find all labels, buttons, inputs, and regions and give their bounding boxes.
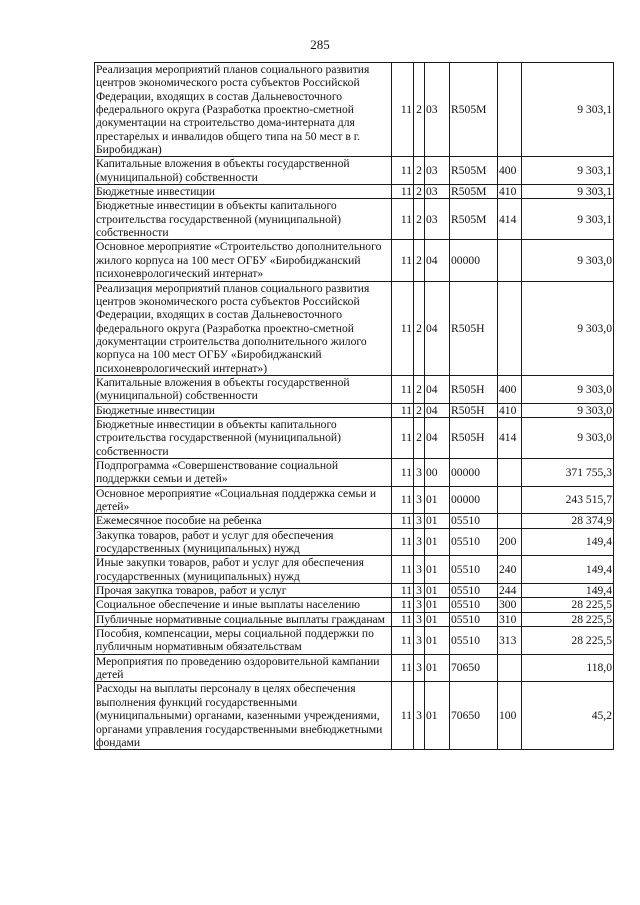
row-target-code: R505H <box>450 375 498 403</box>
row-program-code: 03 <box>425 63 450 157</box>
row-section-code: 11 <box>392 417 414 458</box>
row-section-code: 11 <box>392 199 414 240</box>
row-subsection-code: 3 <box>414 682 425 750</box>
row-amount: 9 303,0 <box>522 240 614 281</box>
row-amount: 149,4 <box>522 556 614 584</box>
row-expense-type: 414 <box>498 417 522 458</box>
row-subsection-code: 2 <box>414 375 425 403</box>
row-section-code: 11 <box>392 514 414 528</box>
table-row <box>95 458 614 486</box>
row-amount: 9 303,0 <box>522 375 614 403</box>
table-row <box>95 486 614 514</box>
row-amount: 9 303,0 <box>522 281 614 375</box>
row-section-code: 11 <box>392 584 414 598</box>
row-subsection-code: 3 <box>414 627 425 655</box>
row-subsection-code: 3 <box>414 598 425 612</box>
row-target-code: 05510 <box>450 528 498 556</box>
row-target-code: R505M <box>450 185 498 199</box>
row-expense-type: 240 <box>498 556 522 584</box>
row-subsection-code: 3 <box>414 514 425 528</box>
row-expense-type <box>498 514 522 528</box>
row-section-code: 11 <box>392 528 414 556</box>
row-subsection-code: 3 <box>414 556 425 584</box>
row-target-code: 00000 <box>450 240 498 281</box>
row-expense-type: 300 <box>498 598 522 612</box>
row-name: Бюджетные инвестиции в объекты капитального строительства государственной (муниципальной) собственности <box>95 417 392 458</box>
row-program-code: 01 <box>425 627 450 655</box>
row-subsection-code: 2 <box>414 240 425 281</box>
row-subsection-code: 2 <box>414 63 425 157</box>
row-name: Мероприятия по проведению оздоровительной кампании детей <box>95 654 392 682</box>
row-subsection-code: 3 <box>414 458 425 486</box>
table-row <box>95 185 614 199</box>
row-section-code: 11 <box>392 403 414 417</box>
row-amount: 28 225,5 <box>522 598 614 612</box>
row-target-code: R505M <box>450 157 498 185</box>
row-program-code: 01 <box>425 682 450 750</box>
row-name: Ежемесячное пособие на ребенка <box>95 514 392 528</box>
row-expense-type: 313 <box>498 627 522 655</box>
table-row <box>95 682 614 750</box>
row-program-code: 03 <box>425 185 450 199</box>
row-section-code: 11 <box>392 458 414 486</box>
row-program-code: 04 <box>425 417 450 458</box>
row-section-code: 11 <box>392 627 414 655</box>
row-amount: 9 303,1 <box>522 199 614 240</box>
row-section-code: 11 <box>392 486 414 514</box>
row-subsection-code: 3 <box>414 528 425 556</box>
row-program-code: 03 <box>425 157 450 185</box>
row-subsection-code: 3 <box>414 654 425 682</box>
row-target-code: 05510 <box>450 584 498 598</box>
row-name: Основное мероприятие «Социальная поддержка семьи и детей» <box>95 486 392 514</box>
row-program-code: 01 <box>425 528 450 556</box>
row-target-code: 05510 <box>450 514 498 528</box>
page-number: 285 <box>310 37 330 52</box>
row-target-code: 00000 <box>450 486 498 514</box>
row-program-code: 04 <box>425 281 450 375</box>
row-expense-type: 400 <box>498 375 522 403</box>
row-program-code: 01 <box>425 584 450 598</box>
row-name: Социальное обеспечение и иные выплаты населению <box>95 598 392 612</box>
row-program-code: 04 <box>425 240 450 281</box>
row-target-code: R505M <box>450 63 498 157</box>
row-expense-type: 410 <box>498 185 522 199</box>
budget-table <box>94 62 614 750</box>
row-target-code: 70650 <box>450 682 498 750</box>
row-expense-type <box>498 240 522 281</box>
table-row <box>95 157 614 185</box>
row-section-code: 11 <box>392 612 414 626</box>
row-expense-type <box>498 63 522 157</box>
row-name: Расходы на выплаты персоналу в целях обеспечения выполнения функций государственными (муниципальными) органами, казенными учреждениями, органами управления государственными внебюджетными фондами <box>95 682 392 750</box>
row-section-code: 11 <box>392 157 414 185</box>
table-row <box>95 375 614 403</box>
row-name: Капитальные вложения в объекты государственной (муниципальной) собственности <box>95 157 392 185</box>
row-expense-type <box>498 458 522 486</box>
table-row <box>95 403 614 417</box>
row-section-code: 11 <box>392 281 414 375</box>
row-amount: 28 225,5 <box>522 612 614 626</box>
row-amount: 9 303,1 <box>522 63 614 157</box>
table-row <box>95 514 614 528</box>
row-program-code: 01 <box>425 612 450 626</box>
row-expense-type <box>498 486 522 514</box>
table-row <box>95 240 614 281</box>
row-name: Бюджетные инвестиции в объекты капитального строительства государственной (муниципальной) собственности <box>95 199 392 240</box>
row-subsection-code: 2 <box>414 281 425 375</box>
table-row <box>95 63 614 157</box>
table-row <box>95 556 614 584</box>
row-target-code: R505H <box>450 403 498 417</box>
row-section-code: 11 <box>392 375 414 403</box>
row-program-code: 01 <box>425 556 450 584</box>
table-row <box>95 627 614 655</box>
row-amount: 371 755,3 <box>522 458 614 486</box>
row-name: Подпрограмма «Совершенствование социальной поддержки семьи и детей» <box>95 458 392 486</box>
table-row <box>95 199 614 240</box>
row-target-code: 70650 <box>450 654 498 682</box>
table-row <box>95 612 614 626</box>
table-row <box>95 654 614 682</box>
row-target-code: R505H <box>450 417 498 458</box>
row-name: Реализация мероприятий планов социального развития центров экономического роста субъектов Российской Федерации, входящих в состав Дальневосточного федерального округа (Разработка проектно-сметной документации строительства дополнительного жилого корпуса на 100 мест ОГБУ «Биробиджанский психоневрологический интернат») <box>95 281 392 375</box>
row-expense-type: 200 <box>498 528 522 556</box>
row-target-code: 05510 <box>450 612 498 626</box>
row-expense-type: 244 <box>498 584 522 598</box>
row-subsection-code: 2 <box>414 185 425 199</box>
row-expense-type: 310 <box>498 612 522 626</box>
row-section-code: 11 <box>392 654 414 682</box>
row-subsection-code: 2 <box>414 403 425 417</box>
row-subsection-code: 2 <box>414 157 425 185</box>
row-name: Бюджетные инвестиции <box>95 403 392 417</box>
row-program-code: 01 <box>425 486 450 514</box>
row-target-code: 00000 <box>450 458 498 486</box>
row-name: Пособия, компенсации, меры социальной поддержки по публичным нормативным обязательствам <box>95 627 392 655</box>
row-target-code: R505H <box>450 281 498 375</box>
row-program-code: 00 <box>425 458 450 486</box>
table-row <box>95 598 614 612</box>
row-program-code: 04 <box>425 375 450 403</box>
row-program-code: 01 <box>425 598 450 612</box>
row-expense-type: 410 <box>498 403 522 417</box>
row-amount: 243 515,7 <box>522 486 614 514</box>
row-name: Основное мероприятие «Строительство дополнительного жилого корпуса на 100 мест ОГБУ «Биробиджанский психоневрологический интернат» <box>95 240 392 281</box>
row-program-code: 04 <box>425 403 450 417</box>
row-amount: 149,4 <box>522 528 614 556</box>
row-name: Реализация мероприятий планов социального развития центров экономического роста субъектов Российской Федерации, входящих в состав Дальневосточного федерального округа (Разработка проектно-сметной документации на строительство дома-интерната для престарелых и инвалидов общего типа на 50 мест в г. Биробиджан) <box>95 63 392 157</box>
row-amount: 45,2 <box>522 682 614 750</box>
row-section-code: 11 <box>392 240 414 281</box>
row-amount: 9 303,0 <box>522 417 614 458</box>
row-section-code: 11 <box>392 185 414 199</box>
budget-table-body <box>95 63 614 750</box>
row-expense-type: 100 <box>498 682 522 750</box>
table-row <box>95 417 614 458</box>
row-expense-type: 400 <box>498 157 522 185</box>
row-expense-type <box>498 281 522 375</box>
table-row <box>95 281 614 375</box>
row-name: Публичные нормативные социальные выплаты гражданам <box>95 612 392 626</box>
row-program-code: 01 <box>425 514 450 528</box>
row-expense-type: 414 <box>498 199 522 240</box>
row-amount: 9 303,0 <box>522 403 614 417</box>
row-subsection-code: 3 <box>414 486 425 514</box>
row-name: Капитальные вложения в объекты государственной (муниципальной) собственности <box>95 375 392 403</box>
row-subsection-code: 3 <box>414 584 425 598</box>
table-row <box>95 528 614 556</box>
row-program-code: 01 <box>425 654 450 682</box>
row-subsection-code: 2 <box>414 199 425 240</box>
row-amount: 149,4 <box>522 584 614 598</box>
table-row <box>95 584 614 598</box>
row-subsection-code: 3 <box>414 612 425 626</box>
row-amount: 28 225,5 <box>522 627 614 655</box>
row-target-code: R505M <box>450 199 498 240</box>
row-section-code: 11 <box>392 63 414 157</box>
row-amount: 9 303,1 <box>522 157 614 185</box>
row-expense-type <box>498 654 522 682</box>
row-target-code: 05510 <box>450 556 498 584</box>
row-section-code: 11 <box>392 598 414 612</box>
row-section-code: 11 <box>392 682 414 750</box>
row-name: Прочая закупка товаров, работ и услуг <box>95 584 392 598</box>
row-target-code: 05510 <box>450 627 498 655</box>
row-program-code: 03 <box>425 199 450 240</box>
row-subsection-code: 2 <box>414 417 425 458</box>
row-section-code: 11 <box>392 556 414 584</box>
row-amount: 28 374,9 <box>522 514 614 528</box>
row-amount: 9 303,1 <box>522 185 614 199</box>
row-name: Бюджетные инвестиции <box>95 185 392 199</box>
row-amount: 118,0 <box>522 654 614 682</box>
row-name: Иные закупки товаров, работ и услуг для обеспечения государственных (муниципальных) нужд <box>95 556 392 584</box>
row-target-code: 05510 <box>450 598 498 612</box>
row-name: Закупка товаров, работ и услуг для обеспечения государственных (муниципальных) нужд <box>95 528 392 556</box>
